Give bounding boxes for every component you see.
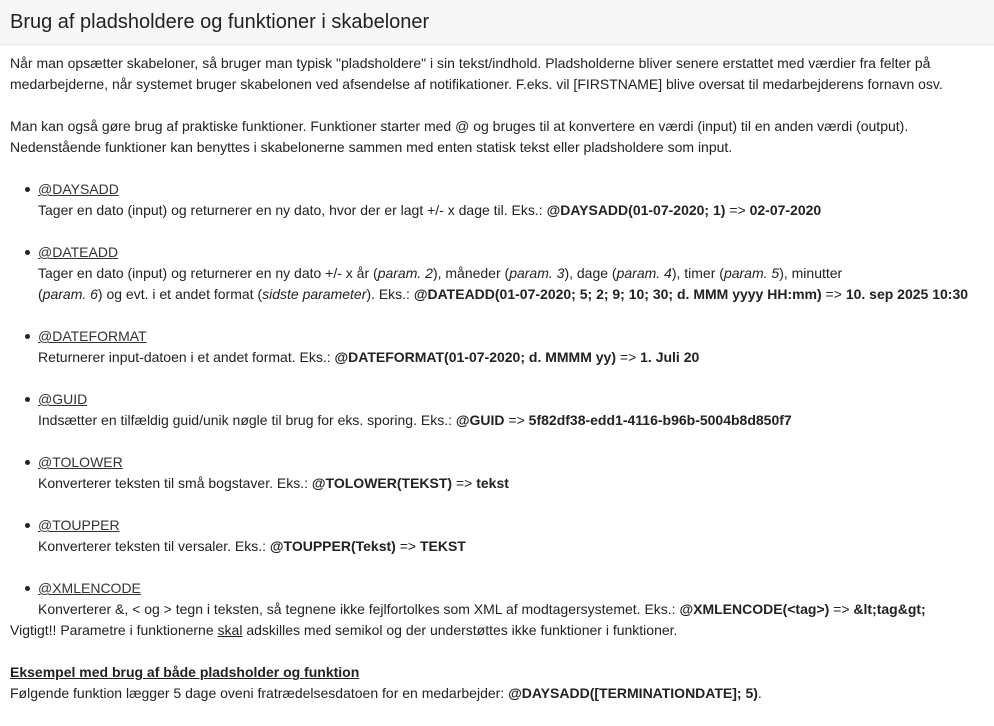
function-result: 1. Juli 20 [640,349,700,365]
function-item-dateformat [38,326,994,368]
important-text: adskilles med semikol og der understøttes ikke funktioner i funktioner. [242,622,678,638]
example-paragraph [10,683,994,704]
function-example: @TOUPPER(Tekst) [269,538,396,554]
function-arrow: => [616,349,641,365]
example-end: . [757,685,762,701]
function-result: &lt;tag&gt; [853,601,926,617]
param-label: param. 4 [616,265,672,281]
function-desc: Tager en dato (input) og returnerer en ny dato +/- x år ( [38,265,378,281]
function-list [10,179,994,620]
function-result: 5f82df38-edd1-4116-b96b-5004b8d850f7 [528,412,792,428]
function-example: @DAYSADD(01-07-2020; 1) [546,202,726,218]
example-section [10,662,994,683]
intro-paragraph-functions: Man kan også gøre brug af praktiske funktioner. Funktioner starter med @ og bruges til at konvertere en værdi (input) til en anden værdi (output). Nedenstående funktioner kan benyttes i skabelonerne sammen med enten statisk tekst eller pladsholdere som input. [10,118,909,155]
function-desc: ). Eks.: [366,286,414,302]
function-desc: Konverterer &, < og > tegn i teksten, så tegnene ikke fejlfortolkes som XML af modtagersystemet. Eks.: [38,601,680,617]
function-link-daysadd[interactable]: @DAYSADD [38,181,119,197]
page-header [0,0,994,45]
function-item-daysadd [38,179,994,221]
param-label: param. 2 [377,265,433,281]
function-arrow: => [821,286,846,302]
function-desc: ), dage ( [564,265,617,281]
intro-paragraph-placeholders: Når man opsætter skabeloner, så bruger man typisk "pladsholdere" i sin tekst/indhold. Pladsholderne bliver senere erstattet med værdier fra felter på medarbejderne, når systemet bruger skabelonen ved afsendelse af notifikationer. F.eks. vil [FIRSTNAME] blive oversat til medarbejderens fornavn osv. [10,55,943,92]
example-title: Eksempel med brug af både pladsholder og funktion [10,664,360,680]
function-link-dateadd[interactable]: @DATEADD [38,244,119,260]
function-arrow: => [395,538,420,554]
function-desc: Returnerer input-datoen i et andet format. Eks.: [38,349,335,365]
function-item-dateadd [38,242,994,305]
function-arrow: => [504,412,529,428]
function-link-xmlencode[interactable]: @XMLENCODE [38,580,141,596]
function-example: @DATEFORMAT(01-07-2020; d. MMMM yy) [334,349,616,365]
important-text: Vigtigt!! Parametre i funktionerne [10,622,218,638]
param-label: param. 3 [509,265,565,281]
function-result: 10. sep 2025 10:30 [845,286,969,302]
function-desc: ( [38,286,43,302]
function-item-tolower [38,452,994,494]
param-label: param. 5 [723,265,780,281]
function-desc: Konverterer teksten til versaler. Eks.: [38,538,270,554]
example-text: Følgende funktion lægger 5 dage oveni fratrædelsesdatoen for en medarbejder: [10,685,509,701]
param-label: sidste parameter [262,286,367,302]
function-example: @DATEADD(01-07-2020; 5; 2; 9; 10; 30; d. MMM yyyy HH:mm) [413,286,822,302]
important-emphasis: skal [217,622,243,638]
function-link-guid[interactable]: @GUID [38,391,88,407]
function-example: @TOLOWER(TEKST) [311,475,453,491]
function-item-guid [38,389,994,431]
page-title: Brug af pladsholdere og funktioner i skabeloner [10,11,430,33]
function-arrow: => [725,202,750,218]
function-example: @XMLENCODE(<tag>) [679,601,830,617]
function-desc: ), timer ( [671,265,724,281]
param-label: param. 6 [42,286,98,302]
function-arrow: => [829,601,854,617]
function-result: tekst [476,475,509,491]
function-item-toupper [38,515,994,557]
function-desc: Indsætter en tilfældig guid/unik nøgle til brug for eks. sporing. Eks.: [38,412,456,428]
function-item-xmlencode [38,578,994,620]
function-desc: ), måneder ( [432,265,510,281]
example-code: @DAYSADD([TERMINATIONDATE]; 5) [508,685,758,701]
function-desc: ) og evt. i et andet format ( [97,286,263,302]
function-desc: Tager en dato (input) og returnerer en ny dato, hvor der er lagt +/- x dage til. Eks.: [38,202,547,218]
function-link-tolower[interactable]: @TOLOWER [38,454,123,470]
function-result: TEKST [419,538,466,554]
help-content [0,45,994,704]
function-result: 02-07-2020 [749,202,822,218]
function-desc: ), minutter [779,265,843,281]
important-note [10,620,994,641]
function-desc: Konverterer teksten til små bogstaver. Eks.: [38,475,312,491]
function-link-dateformat[interactable]: @DATEFORMAT [38,328,147,344]
function-example: @GUID [455,412,505,428]
function-link-toupper[interactable]: @TOUPPER [38,517,120,533]
function-arrow: => [452,475,477,491]
